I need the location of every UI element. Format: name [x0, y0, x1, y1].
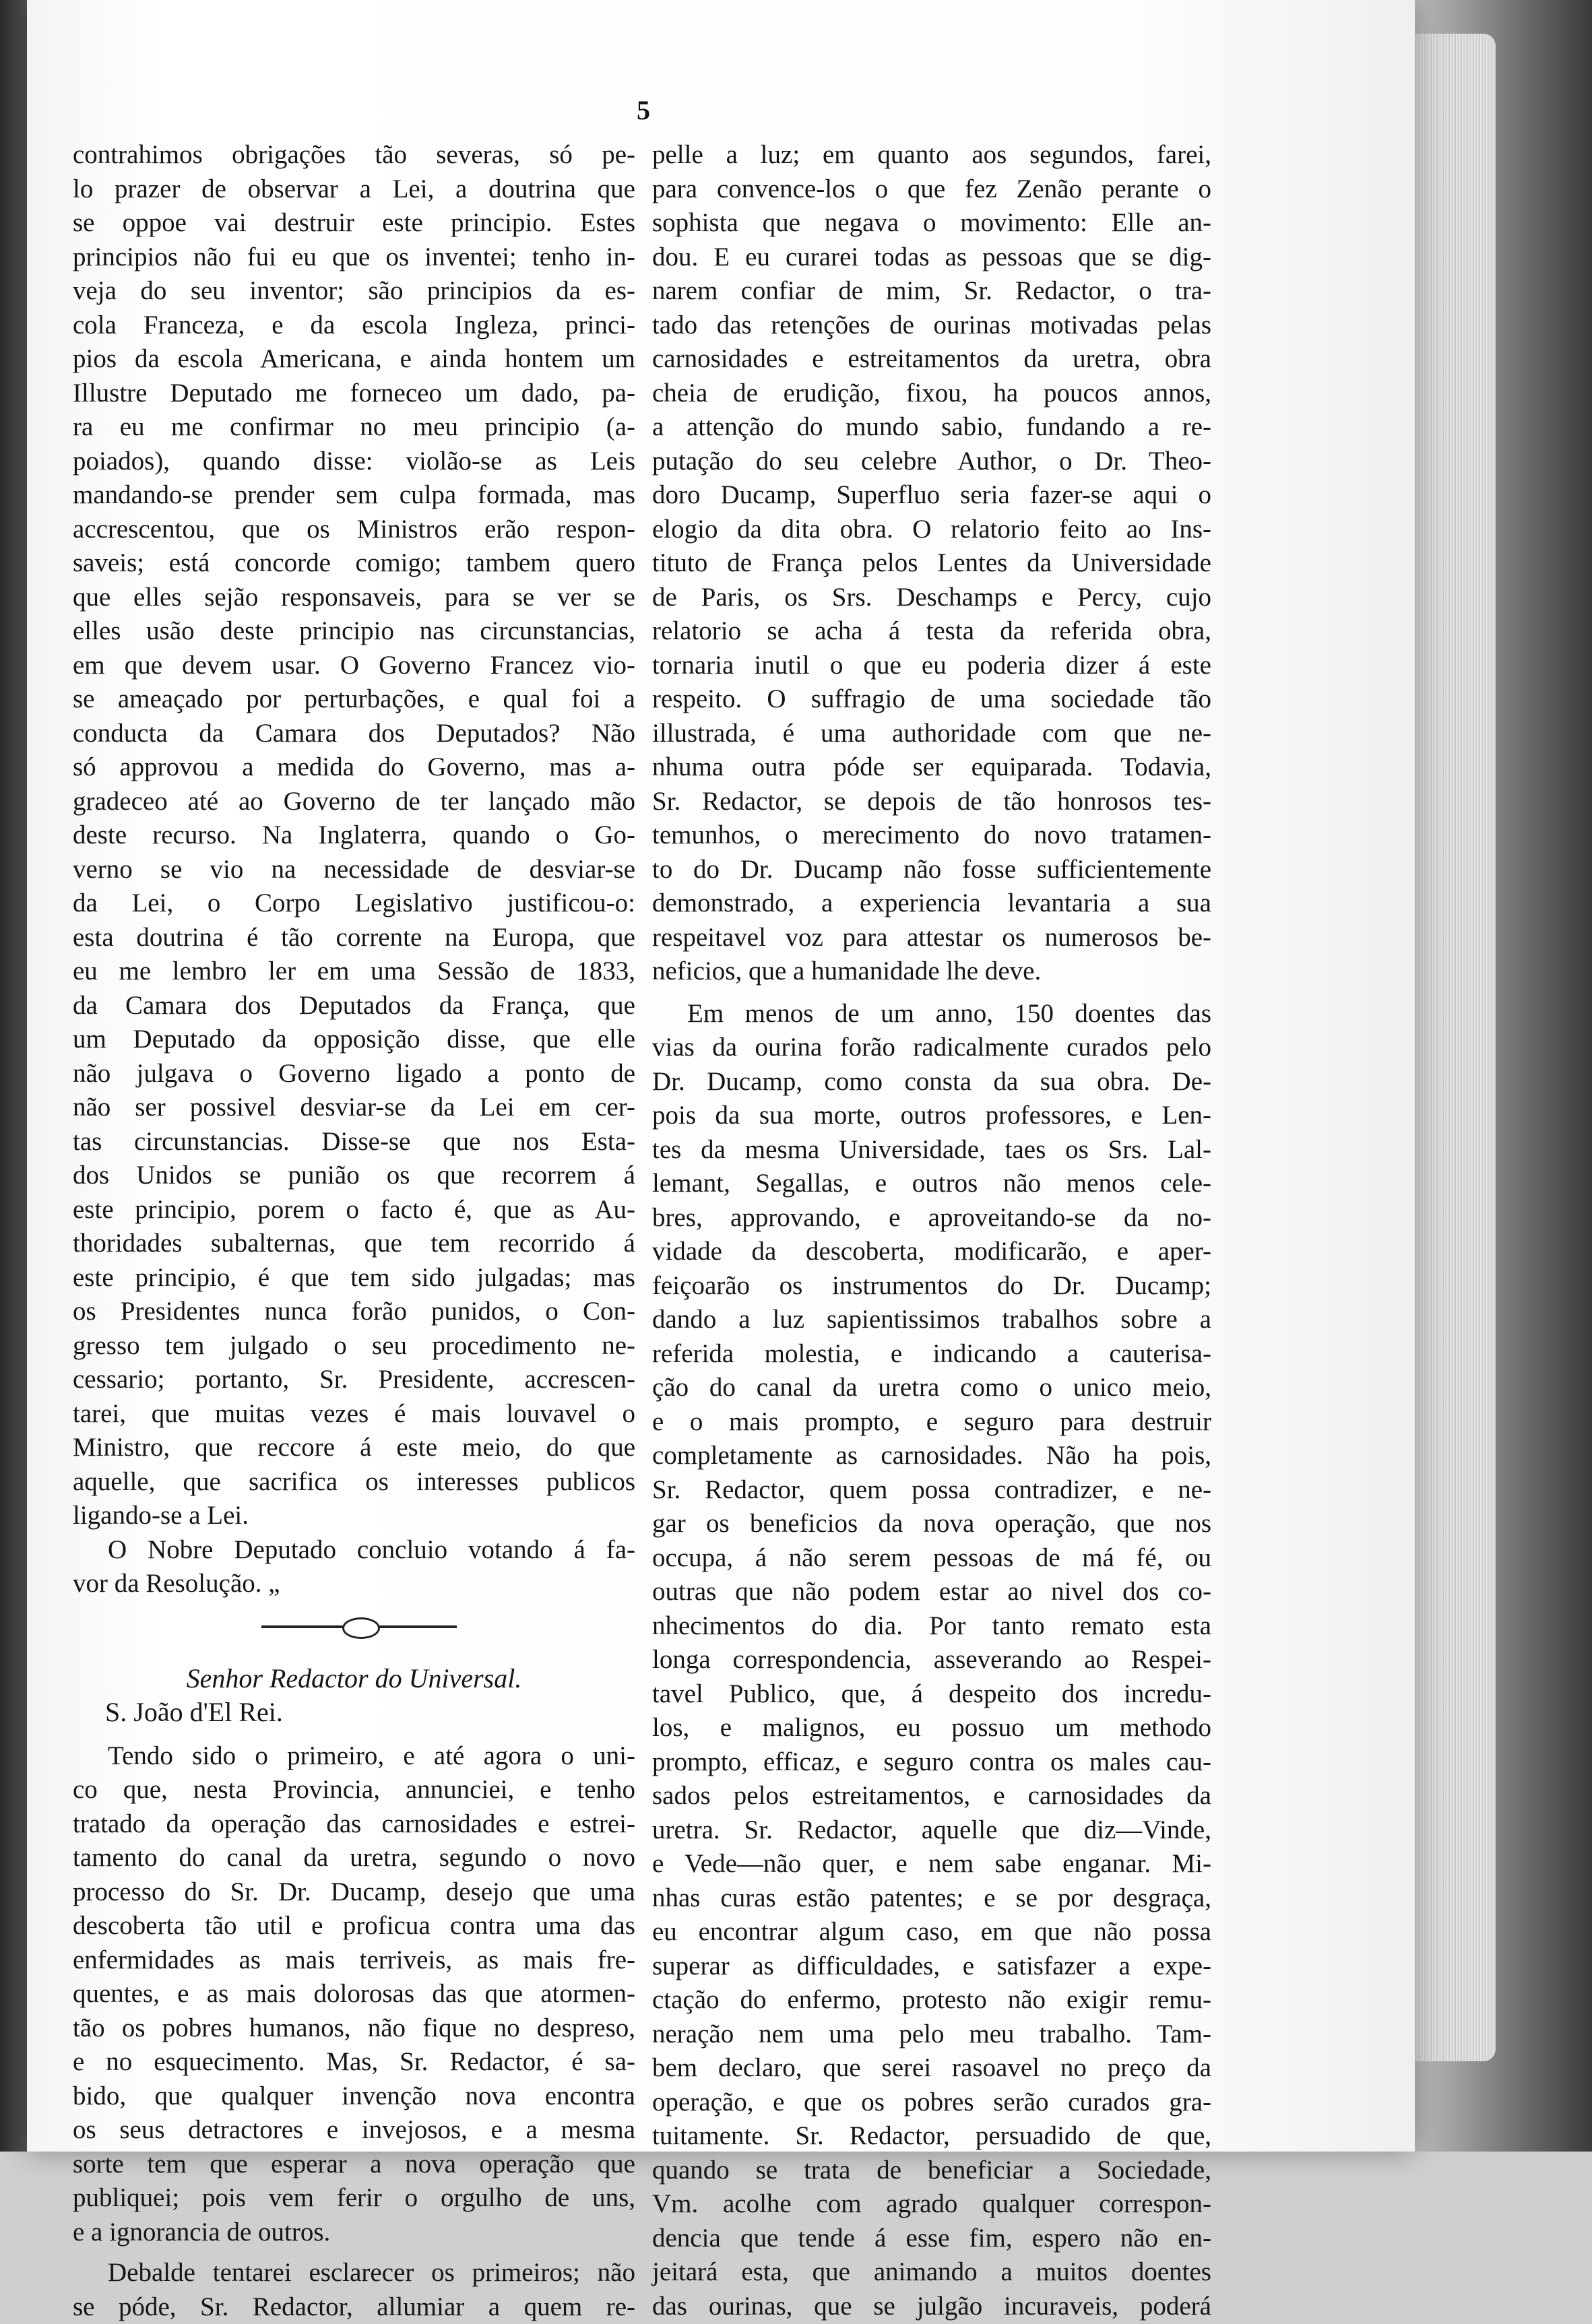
- text-line: Illustre Deputado me forneceo um dado, pa-: [73, 377, 635, 411]
- letter-heading: Senhor Redactor do Universal.: [73, 1662, 635, 1696]
- text-line: Sr. Redactor, quem possa contradizer, e ne-: [652, 1473, 1211, 1508]
- section-divider: [73, 1616, 635, 1639]
- text-line: co que, nesta Provincia, annunciei, e tenho: [73, 1773, 635, 1807]
- letter-paragraph-2: [73, 2256, 635, 2324]
- left-column: [73, 138, 635, 2324]
- text-line: nhas curas estão patentes; e se por desgraça,: [652, 1881, 1211, 1916]
- text-line: de Paris, os Srs. Deschamps e Percy, cujo: [652, 581, 1211, 615]
- text-line: e a ignorancia de outros.: [73, 2216, 635, 2250]
- text-line: pois da sua morte, outros professores, e Len-: [652, 1099, 1211, 1133]
- text-line: doro Ducamp, Superfluo seria fazer-se aqui o: [652, 478, 1211, 513]
- text-line: tes da mesma Universidade, taes os Srs. Lal-: [652, 1133, 1211, 1167]
- text-line: se póde, Sr. Redactor, allumiar a quem re-: [73, 2290, 635, 2324]
- text-line: accrescentou, que os Ministros erão respon-: [73, 513, 635, 547]
- text-line: tado das retenções de ourinas motivadas pelas: [652, 309, 1211, 343]
- text-line: conducta da Camara dos Deputados? Não: [73, 717, 635, 751]
- text-line: os seus detractores e invejosos, e a mesma: [73, 2113, 635, 2148]
- text-line: superar as difficuldades, e satisfazer a expe-: [652, 1949, 1211, 1984]
- text-line: este principio, porem o facto é, que as Au-: [73, 1193, 635, 1227]
- text-line: cola Franceza, e da escola Ingleza, princi-: [73, 309, 635, 343]
- text-line: tas circunstancias. Disse-se que nos Esta-: [73, 1125, 635, 1159]
- text-line: este principio, é que tem sido julgadas; mas: [73, 1261, 635, 1295]
- text-line: contrahimos obrigações tão severas, só pe-: [73, 138, 635, 172]
- text-line: narem confiar de mim, Sr. Redactor, o tra-: [652, 274, 1211, 309]
- text-line: quando se trata de beneficiar a Sociedade,: [652, 2154, 1211, 2188]
- page-number: 5: [637, 94, 650, 126]
- text-line: aquelle, que sacrifica os interesses publicos: [73, 1465, 635, 1499]
- text-line: ção do canal da uretra como o unico meio,: [652, 1371, 1211, 1405]
- text-line: temunhos, o merecimento do novo tratamen-: [652, 818, 1211, 853]
- text-line: dos Unidos se punião os que recorrem á: [73, 1159, 635, 1193]
- text-line: dou. E eu curarei todas as pessoas que se dig-: [652, 240, 1211, 275]
- text-line: completamente as carnosidades. Não ha pois,: [652, 1439, 1211, 1473]
- text-line: e no esquecimento. Mas, Sr. Redactor, é sa-: [73, 2045, 635, 2079]
- text-line: demonstrado, a experiencia levantaria a sua: [652, 886, 1211, 921]
- text-line: feiçoarão os instrumentos do Dr. Ducamp;: [652, 1269, 1211, 1303]
- text-line: e o mais prompto, e seguro para destruir: [652, 1405, 1211, 1440]
- text-line: respeito. O suffragio de uma sociedade tão: [652, 682, 1211, 717]
- text-line: respeitavel voz para attestar os numerosos be-: [652, 921, 1211, 955]
- text-line: operação, e que os pobres serão curados gra-: [652, 2086, 1211, 2120]
- text-line: tavel Publico, que, á despeito dos incredu-: [652, 1677, 1211, 1712]
- text-line: tuitamente. Sr. Redactor, persuadido de que,: [652, 2119, 1211, 2154]
- text-line: das ourinas, que se julgão incuraveis, poderá: [652, 2290, 1211, 2324]
- text-line: sophista que negava o movimento: Elle an-: [652, 206, 1211, 240]
- text-line: Dr. Ducamp, como consta da sua obra. De-: [652, 1065, 1211, 1099]
- text-line: tão os pobres humanos, não fique no despreso,: [73, 2011, 635, 2046]
- text-line: vor da Resolução. „: [73, 1567, 635, 1601]
- text-line: lemant, Segallas, e outros não menos cele-: [652, 1167, 1211, 1201]
- text-line: só approvou a medida do Governo, mas a-: [73, 750, 635, 785]
- text-line: uretra. Sr. Redactor, aquelle que diz—Vinde,: [652, 1813, 1211, 1848]
- text-line: esta doutrina é tão corrente na Europa, que: [73, 921, 635, 955]
- letter-place: S. João d'El Rei.: [73, 1696, 635, 1730]
- right-column-paragraph-1: [652, 138, 1211, 989]
- text-line: Vm. acolhe com agrado qualquer correspon-: [652, 2187, 1211, 2222]
- text-line: nhuma outra póde ser equiparada. Todavia,: [652, 750, 1211, 785]
- text-line: gresso tem julgado o seu procedimento ne-: [73, 1329, 635, 1363]
- text-line: lo prazer de observar a Lei, a doutrina que: [73, 172, 635, 207]
- text-line: um Deputado da opposição disse, que elle: [73, 1023, 635, 1057]
- text-line: bem declaro, que serei rasoavel no preço da: [652, 2051, 1211, 2086]
- letter-paragraph-1: [73, 1739, 635, 2250]
- text-line: verno se vio na necessidade de desviar-se: [73, 853, 635, 887]
- text-line: processo do Sr. Dr. Ducamp, desejo que uma: [73, 1875, 635, 1910]
- newspaper-page: [27, 0, 1415, 2152]
- text-line: bido, que qualquer invenção nova encontra: [73, 2079, 635, 2114]
- text-line: quentes, e as mais dolorosas das que atormen-: [73, 1977, 635, 2011]
- text-line: não ser possivel desviar-se da Lei em cer-: [73, 1091, 635, 1125]
- text-line: principios não fui eu que os inventei; tenho in-: [73, 240, 635, 275]
- text-line: ctação do enfermo, protesto não exigir remu-: [652, 1983, 1211, 2018]
- text-line: neração nem uma pelo meu trabalho. Tam-: [652, 2018, 1211, 2052]
- text-line: e Vede—não quer, e nem sabe enganar. Mi-: [652, 1847, 1211, 1881]
- text-line: em que devem usar. O Governo Francez vio-: [73, 649, 635, 683]
- text-line: se ameaçado por perturbações, e qual foi a: [73, 682, 635, 717]
- text-line: ra eu me confirmar no meu principio (a-: [73, 410, 635, 445]
- closing-paragraph: [73, 1533, 635, 1601]
- text-line: occupa, á não serem pessoas de má fé, ou: [652, 1541, 1211, 1576]
- text-line: los, e malignos, eu possuo um methodo: [652, 1711, 1211, 1745]
- right-column: [652, 138, 1211, 2323]
- text-line: thoridades subalternas, que tem recorrido á: [73, 1227, 635, 1261]
- text-line: eu encontrar algum caso, em que não possa: [652, 1915, 1211, 1949]
- text-line: to do Dr. Ducamp não fosse sufficientemente: [652, 853, 1211, 887]
- text-line: neficios, que a humanidade lhe deve.: [652, 955, 1211, 989]
- text-line: putação do seu celebre Author, o Dr. Theo-: [652, 445, 1211, 479]
- text-line: da Lei, o Corpo Legislativo justificou-o:: [73, 886, 635, 921]
- text-line: bres, approvando, e aproveitando-se da no-: [652, 1201, 1211, 1235]
- text-line: longa correspondencia, asseverando ao Respei-: [652, 1643, 1211, 1677]
- text-line: da Camara dos Deputados da França, que: [73, 989, 635, 1023]
- left-column-text: [73, 138, 635, 1533]
- text-line: publiquei; pois vem ferir o orgulho de uns,: [73, 2181, 635, 2216]
- text-line: poiados), quando disse: violão-se as Leis: [73, 445, 635, 479]
- text-line: sorte tem que esperar a nova operação que: [73, 2148, 635, 2182]
- text-line: que elles sejão responsaveis, para se ver se: [73, 581, 635, 615]
- text-line: saveis; está concorde comigo; tambem quero: [73, 546, 635, 581]
- text-line: veja do seu inventor; são principios da es-: [73, 274, 635, 309]
- text-line: nhecimentos do dia. Por tanto remato esta: [652, 1609, 1211, 1644]
- text-line: pios da escola Americana, e ainda hontem um: [73, 342, 635, 377]
- text-line: deste recurso. Na Inglaterra, quando o Go-: [73, 818, 635, 853]
- text-line: gar os beneficios da nova operação, que nos: [652, 1507, 1211, 1541]
- text-line: vias da ourina forão radicalmente curados pelo: [652, 1031, 1211, 1065]
- text-line: eu me lembro ler em uma Sessão de 1833,: [73, 955, 635, 989]
- text-line: descoberta tão util e proficua contra uma das: [73, 1909, 635, 1943]
- text-line: outras que não podem estar ao nivel dos co-: [652, 1575, 1211, 1609]
- text-line: referida molestia, e indicando a cauterisa-: [652, 1337, 1211, 1371]
- text-line: elles usão deste principio nas circunstancias,: [73, 614, 635, 649]
- text-line: prompto, efficaz, e seguro contra os males cau-: [652, 1745, 1211, 1780]
- text-line: para convence-los o que fez Zenão perante o: [652, 172, 1211, 207]
- text-line: enfermidades as mais terriveis, as mais fre-: [73, 1943, 635, 1978]
- text-line: vidade da descoberta, modificarão, e aper-: [652, 1235, 1211, 1269]
- text-line: Debalde tentarei esclarecer os primeiros; não: [73, 2256, 635, 2290]
- text-line: illustrada, é uma authoridade com que ne-: [652, 717, 1211, 751]
- text-line: ligando-se a Lei.: [73, 1499, 635, 1533]
- text-line: se oppoe vai destruir este principio. Estes: [73, 206, 635, 240]
- text-line: tamento do canal da uretra, segundo o novo: [73, 1841, 635, 1875]
- text-line: a attenção do mundo sabio, fundando a re-: [652, 410, 1211, 445]
- text-line: tornaria inutil o que eu poderia dizer á este: [652, 649, 1211, 683]
- text-line: Ministro, que reccore á este meio, do que: [73, 1431, 635, 1465]
- text-line: Tendo sido o primeiro, e até agora o uni-: [73, 1739, 635, 1774]
- text-line: tituto de França pelos Lentes da Universidade: [652, 546, 1211, 581]
- text-line: cheia de erudição, fixou, ha poucos annos,: [652, 377, 1211, 411]
- text-line: dando a luz sapientissimos trabalhos sobre a: [652, 1303, 1211, 1337]
- text-line: O Nobre Deputado concluio votando á fa-: [73, 1533, 635, 1568]
- text-line: sados pelos estreitamentos, e carnosidades da: [652, 1779, 1211, 1813]
- text-line: Sr. Redactor, se depois de tão honrosos tes-: [652, 785, 1211, 819]
- text-line: dencia que tende á esse fim, espero não en-: [652, 2222, 1211, 2256]
- text-line: os Presidentes nunca forão punidos, o Con-: [73, 1295, 635, 1329]
- text-line: cessario; portanto, Sr. Presidente, accrescen-: [73, 1363, 635, 1397]
- text-line: gradeceo até ao Governo de ter lançado mão: [73, 785, 635, 819]
- text-line: tratado da operação das carnosidades e estrei-: [73, 1807, 635, 1842]
- text-line: Em menos de um anno, 150 doentes das: [652, 997, 1211, 1031]
- right-column-paragraph-2: [652, 997, 1211, 2324]
- text-line: jeitará esta, que animando a muitos doentes: [652, 2255, 1211, 2290]
- text-line: mandando-se prender sem culpa formada, mas: [73, 478, 635, 513]
- text-line: não julgava o Governo ligado a ponto de: [73, 1057, 635, 1091]
- text-line: pelle a luz; em quanto aos segundos, farei,: [652, 138, 1211, 172]
- text-line: carnosidades e estreitamentos da uretra, obra: [652, 342, 1211, 377]
- text-line: relatorio se acha á testa da referida obra,: [652, 614, 1211, 649]
- text-line: tarei, que muitas vezes é mais louvavel o: [73, 1397, 635, 1431]
- text-line: elogio da dita obra. O relatorio feito ao Ins-: [652, 513, 1211, 547]
- page-edges: [1401, 34, 1496, 2061]
- divider-ornament: [342, 1617, 380, 1639]
